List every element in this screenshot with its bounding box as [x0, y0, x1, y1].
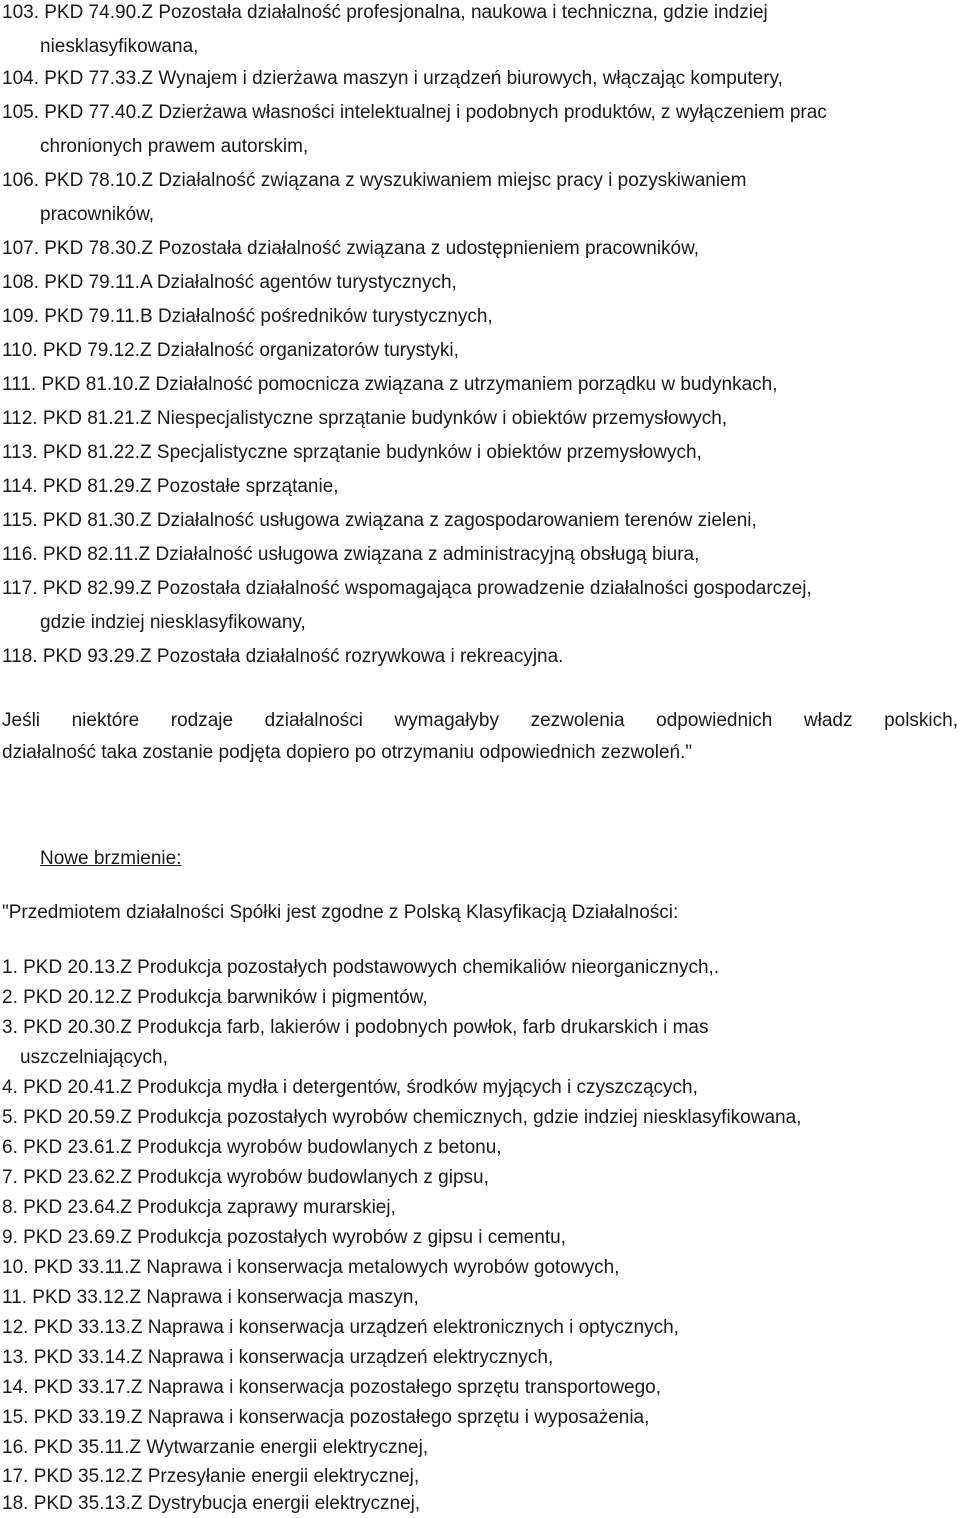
note-paragraph: [2, 705, 958, 769]
list-item-text: 17. PKD 35.12.Z Przesyłanie energii elektrycznej,: [2, 1466, 420, 1487]
note-line: Jeśli niektóre rodzaje działalności wymagałyby zezwolenia odpowiednich władz polskich,: [2, 710, 958, 731]
list-item-text: 117. PKD 82.99.Z Pozostała działalność wspomagająca prowadzenie działalności gospodarczej,: [2, 578, 812, 599]
list-item: [2, 1373, 952, 1403]
list-item-text: 12. PKD 33.13.Z Naprawa i konserwacja urządzeń elektronicznych i optycznych,: [2, 1317, 679, 1338]
list-item-text: 16. PKD 35.11.Z Wytwarzanie energii elektrycznej,: [2, 1437, 429, 1458]
list-item-text: 103. PKD 74.90.Z Pozostała działalność profesjonalna, naukowa i techniczna, gdzie indziej: [2, 2, 768, 23]
list-item: [2, 1283, 952, 1313]
list-item: [2, 1433, 952, 1463]
list-item-text: 15. PKD 33.19.Z Naprawa i konserwacja pozostałego sprzętu i wyposażenia,: [2, 1407, 650, 1428]
list-item-text: 112. PKD 81.21.Z Niespecjalistyczne sprzątanie budynków i obiektów przemysłowych,: [2, 408, 728, 429]
list-item: [2, 402, 952, 436]
list-item: [2, 538, 952, 572]
list-item-text: 114. PKD 81.29.Z Pozostałe sprzątanie,: [2, 476, 339, 497]
list-item: [2, 983, 952, 1013]
list-item-text: 2. PKD 20.12.Z Produkcja barwników i pigmentów,: [2, 987, 428, 1008]
list-item: [2, 96, 952, 164]
list-item-text: 105. PKD 77.40.Z Dzierżawa własności intelektualnej i podobnych produktów, z wyłączeniem prac: [2, 102, 827, 123]
list-item-text: 6. PKD 23.61.Z Produkcja wyrobów budowlanych z betonu,: [2, 1137, 502, 1158]
list-item: [2, 436, 952, 470]
list-item: [2, 1223, 952, 1253]
list-item: [2, 1133, 952, 1163]
list-item: [2, 0, 952, 64]
list-item-continuation: niesklasyfikowana,: [40, 36, 199, 57]
list-item: [2, 1253, 952, 1283]
note-line: działalność taka zostanie podjęta dopiero po otrzymaniu odpowiednich zezwoleń.": [2, 742, 693, 763]
list-item: [2, 572, 952, 640]
list-item-text: 1. PKD 20.13.Z Produkcja pozostałych podstawowych chemikaliów nieorganicznych,.: [2, 957, 720, 978]
list-item: [2, 1073, 952, 1103]
list-item-text: 111. PKD 81.10.Z Działalność pomocnicza związana z utrzymaniem porządku w budynkach,: [2, 374, 778, 395]
list-item: [2, 164, 952, 232]
list-item: [2, 368, 952, 402]
list-item-text: 115. PKD 81.30.Z Działalność usługowa związana z zagospodarowaniem terenów zieleni,: [2, 510, 757, 531]
list-item-text: 113. PKD 81.22.Z Specjalistyczne sprzątanie budynków i obiektów przemysłowych,: [2, 442, 702, 463]
list-item: [2, 1403, 952, 1433]
list-item: [2, 953, 952, 983]
list-item: [2, 1313, 952, 1343]
list-item-continuation: chronionych prawem autorskim,: [40, 136, 309, 157]
list-item: [2, 504, 952, 538]
list-item-text: 104. PKD 77.33.Z Wynajem i dzierżawa maszyn i urządzeń biurowych, włączając komputery,: [2, 68, 783, 89]
list-item: [2, 1103, 952, 1133]
list-item: [2, 1013, 952, 1073]
list-item-text: 3. PKD 20.30.Z Produkcja farb, lakierów i podobnych powłok, farb drukarskich i mas: [2, 1017, 709, 1038]
list-item: [2, 1343, 952, 1373]
list-item-text: 11. PKD 33.12.Z Naprawa i konserwacja maszyn,: [2, 1287, 419, 1308]
list-item: [2, 1193, 952, 1223]
list-item-text: 10. PKD 33.11.Z Naprawa i konserwacja metalowych wyrobów gotowych,: [2, 1257, 620, 1278]
list-item: [2, 1462, 952, 1492]
list-item-text: 9. PKD 23.69.Z Produkcja pozostałych wyrobów z gipsu i cementu,: [2, 1227, 566, 1248]
list-item-text: 7. PKD 23.62.Z Produkcja wyrobów budowlanych z gipsu,: [2, 1167, 489, 1188]
list-item-text: 108. PKD 79.11.A Działalność agentów turystycznych,: [2, 272, 457, 293]
list-item: [2, 334, 952, 368]
list-item-text: 109. PKD 79.11.B Działalność pośredników turystycznych,: [2, 306, 493, 327]
list-item-text: 116. PKD 82.11.Z Działalność usługowa związana z administracyjną obsługą biura,: [2, 544, 700, 565]
list-item-text: 13. PKD 33.14.Z Naprawa i konserwacja urządzeń elektrycznych,: [2, 1347, 554, 1368]
list-item-text: 107. PKD 78.30.Z Pozostała działalność związana z udostępnieniem pracowników,: [2, 238, 700, 259]
list-item: [2, 1163, 952, 1193]
list-item: [2, 266, 952, 300]
list-item-continuation: uszczelniających,: [20, 1047, 168, 1068]
list-item-text: 14. PKD 33.17.Z Naprawa i konserwacja pozostałego sprzętu transportowego,: [2, 1377, 662, 1398]
list-item-continuation: gdzie indziej niesklasyfikowany,: [40, 612, 306, 633]
section-heading: Nowe brzmienie:: [40, 848, 182, 869]
list-item-text: 118. PKD 93.29.Z Pozostała działalność rozrywkowa i rekreacyjna.: [2, 646, 564, 667]
list-item: [2, 470, 952, 504]
list-item-text: 110. PKD 79.12.Z Działalność organizatorów turystyki,: [2, 340, 459, 361]
list-item: [2, 1491, 952, 1517]
intro-text: "Przedmiotem działalności Spółki jest zgodne z Polską Klasyfikacją Działalności:: [2, 902, 679, 923]
list-item-text: 106. PKD 78.10.Z Działalność związana z wyszukiwaniem miejsc pracy i pozyskiwaniem: [2, 170, 747, 191]
list-item: [2, 232, 952, 266]
list-item: [2, 62, 952, 96]
list-item-continuation: pracowników,: [40, 204, 155, 225]
list-item: [2, 300, 952, 334]
list-item-text: 4. PKD 20.41.Z Produkcja mydła i detergentów, środków myjących i czyszczących,: [2, 1077, 698, 1098]
list-item-text: 18. PKD 35.13.Z Dystrybucja energii elektrycznej,: [2, 1493, 421, 1514]
list-item-text: 5. PKD 20.59.Z Produkcja pozostałych wyrobów chemicznych, gdzie indziej niesklasyfikowana,: [2, 1107, 802, 1128]
list-item: [2, 640, 952, 674]
list-item-text: 8. PKD 23.64.Z Produkcja zaprawy murarskiej,: [2, 1197, 396, 1218]
